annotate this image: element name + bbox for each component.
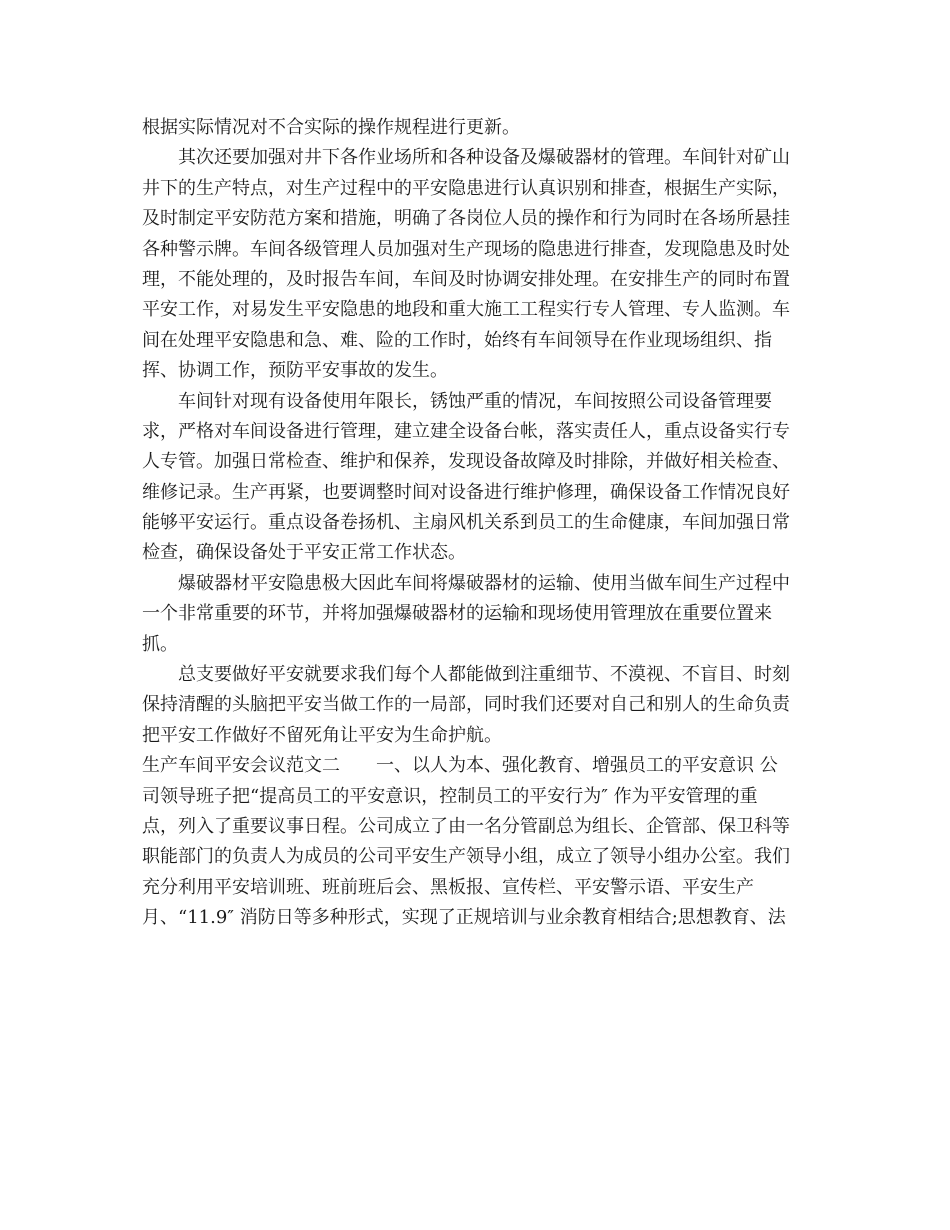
text-line: 人专管。加强日常检查、维护和保养，发现设备故障及时排除，并做好相关检查、 xyxy=(142,451,790,473)
document-page xyxy=(142,113,812,934)
text-line: 司领导班子把“提高员工的平安意识，控制员工的平安行为″ 作为平安管理的重 xyxy=(142,785,758,807)
text-line: 根据实际情况对不合实际的操作规程进行更新。 xyxy=(142,117,520,138)
text-line: 间在处理平安隐患和急、难、险的工作时，始终有车间领导在作业现场组织、指 xyxy=(142,329,772,351)
text-line: 充分利用平安培训班、班前班后会、黑板报、宣传栏、平安警示语、平安生产 xyxy=(142,876,754,898)
text-line: 检查，确保设备处于平安正常工作状态。 xyxy=(142,542,466,564)
text-line: 求，严格对车间设备进行管理，建立建全设备台帐，落实责任人，重点设备实行专 xyxy=(142,420,790,442)
text-line: 能够平安运行。重点设备卷扬机、主扇风机关系到员工的生命健康，车间加强日常 xyxy=(142,512,790,534)
text-line: 平安工作，对易发生平安隐患的地段和重大施工工程实行专人管理、专人监测。车 xyxy=(142,299,790,321)
text-line: 维修记录。生产再紧，也要调整时间对设备进行维护修理，确保设备工作情况良好 xyxy=(142,481,790,503)
text-line: 总支要做好平安就要求我们每个人都能做到注重细节、不漠视、不盲目、时刻 xyxy=(178,664,790,686)
text-line: 爆破器材平安隐患极大因此车间将爆破器材的运输、使用当做车间生产过程中 xyxy=(178,572,790,594)
text-line: 生产车间平安会议范文二 一、以人为本、强化教育、增强员工的平安意识 公 xyxy=(142,755,778,777)
text-line: 井下的生产特点，对生产过程中的平安隐患进行认真识别和排查，根据生产实际， xyxy=(142,177,790,199)
text-line: 车间针对现有设备使用年限长，锈蚀严重的情况，车间按照公司设备管理要 xyxy=(178,390,772,412)
text-line: 点，列入了重要议事日程。公司成立了由一名分管副总为组长、企管部、保卫科等 xyxy=(142,815,790,837)
text-line: 一个非常重要的环节，并将加强爆破器材的运输和现场使用管理放在重要位置来 xyxy=(142,603,772,625)
text-line: 及时制定平安防范方案和措施，明确了各岗位人员的操作和行为同时在各场所悬挂 xyxy=(142,208,790,230)
text-line: 把平安工作做好不留死角让平安为生命护航。 xyxy=(142,724,502,746)
text-line: 各种警示牌。车间各级管理人员加强对生产现场的隐患进行排查，发现隐患及时处 xyxy=(142,238,790,260)
text-line: 其次还要加强对井下各作业场所和各种设备及爆破器材的管理。车间针对矿山 xyxy=(178,147,790,169)
text-line: 抓。 xyxy=(142,633,178,655)
text-line: 月、“11.9″ 消防日等多种形式，实现了正规培训与业余教育相结合;思想教育、法 xyxy=(142,907,786,929)
text-line: 理，不能处理的，及时报告车间，车间及时协调安排处理。在安排生产的同时布置 xyxy=(142,268,790,290)
text-line: 职能部门的负责人为成员的公司平安生产领导小组，成立了领导小组办公室。我们 xyxy=(142,846,790,868)
text-line: 保持清醒的头脑把平安当做工作的一局部，同时我们还要对自己和别人的生命负责 xyxy=(142,694,790,716)
text-line: 挥、协调工作，预防平安事故的发生。 xyxy=(142,360,448,382)
